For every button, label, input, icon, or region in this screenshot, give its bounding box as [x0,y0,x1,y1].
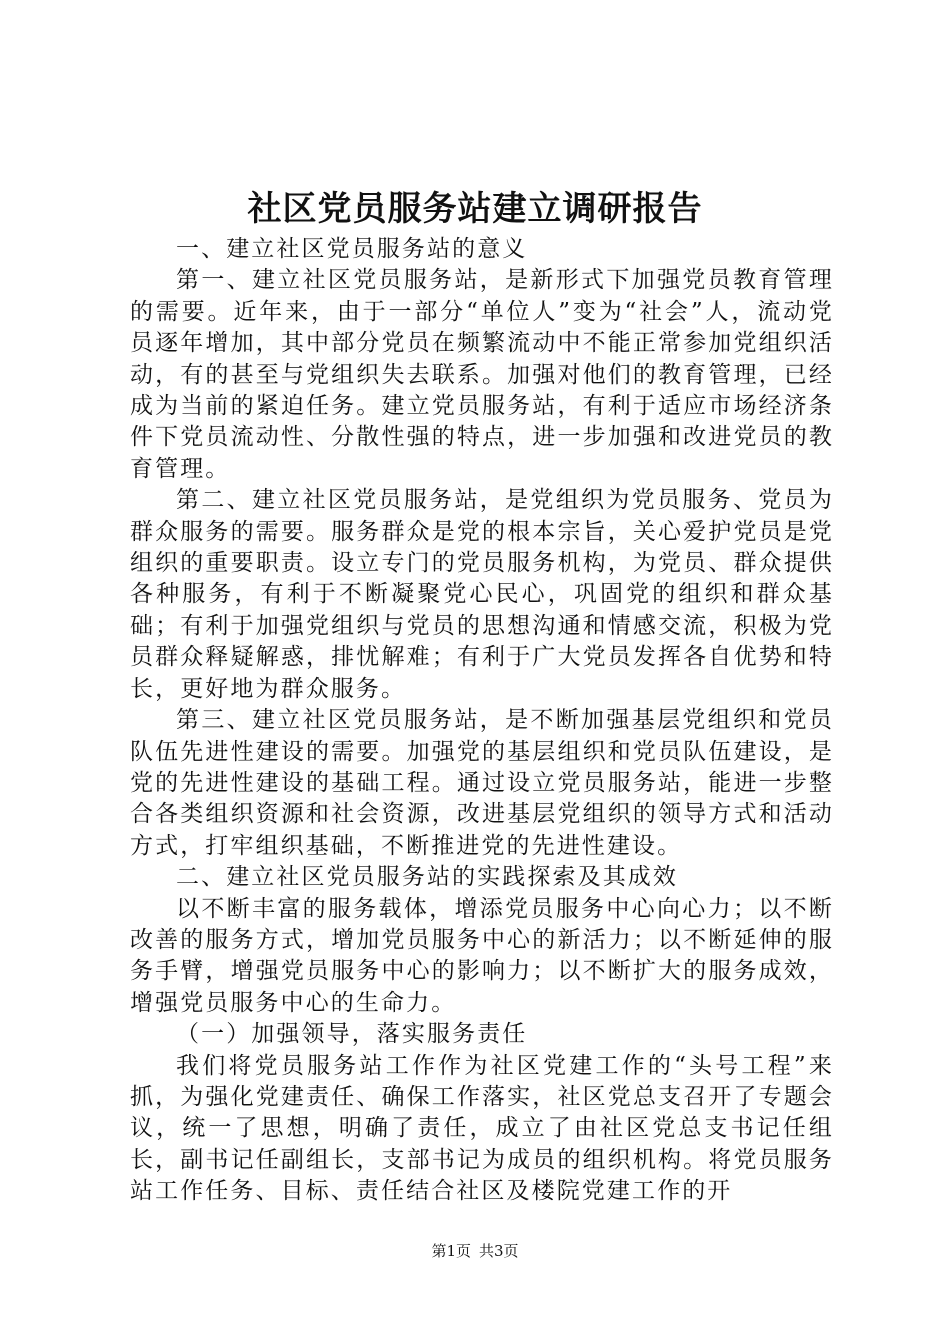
subsection-heading-1: （一）加强领导，落实服务责任 [176,1021,528,1048]
document-title: 社区党员服务站建立调研报告 [247,189,703,229]
document-body [130,234,834,1208]
page-footer [0,1240,950,1262]
section-heading-1: 一、建立社区党员服务站的意义 [176,236,528,262]
paragraph: 第一、建立社区党员服务站，是新形式下加强党员教育管理的需要。近年来，由于一部分“单位人”变为“社会”人，流动党员逐年增加，其中部分党员在频繁流动中不能正常参加党组织活动，有的甚至与党组织失去联系。加强对他们的教育管理，已经成为当前的紧迫任务。建立党员服务站，有利于适应市场经济条件下党员流动性、分散性强的特点，进一步加强和改进党员的教育管理。 [130,267,834,482]
page-number: 第1页 [431,1242,471,1260]
paragraph: 我们将党员服务站工作作为社区党建工作的“头号工程”来抓，为强化党建责任、确保工作落实，社区党总支召开了专题会议，统一了思想，明确了责任，成立了由社区党总支书记任组长，副书记任副组长，支部书记为成员的组织机构。将党员服务站工作任务、目标、责任结合社区及楼院党建工作的开 [130,1052,834,1205]
paragraph: 第二、建立社区党员服务站，是党组织为党员服务、党员为群众服务的需要。服务群众是党的根本宗旨，关心爱护党员是党组织的重要职责。设立专门的党员服务机构，为党员、群众提供各种服务，有利于不断凝聚党心民心，巩固党的组织和群众基础；有利于加强党组织与党员的思想沟通和情感交流，积极为党员群众释疑解惑，排忧解难；有利于广大党员发挥各自优势和特长，更好地为群众服务。 [130,487,834,702]
paragraph: 以不断丰富的服务载体，增添党员服务中心向心力；以不断改善的服务方式，增加党员服务中心的新活力；以不断延伸的服务手臂，增强党员服务中心的影响力；以不断扩大的服务成效，增强党员服务中心的生命力。 [130,895,834,1016]
section-heading-2: 二、建立社区党员服务站的实践探索及其成效 [176,864,678,891]
page-total: 共3页 [479,1242,519,1260]
paragraph: 第三、建立社区党员服务站，是不断加强基层党组织和党员队伍先进性建设的需要。加强党的基层组织和党员队伍建设，是党的先进性建设的基础工程。通过设立党员服务站，能进一步整合各类组织资源和社会资源，改进基层党组织的领导方式和活动方式，打牢组织基础，不断推进党的先进性建设。 [130,707,834,859]
